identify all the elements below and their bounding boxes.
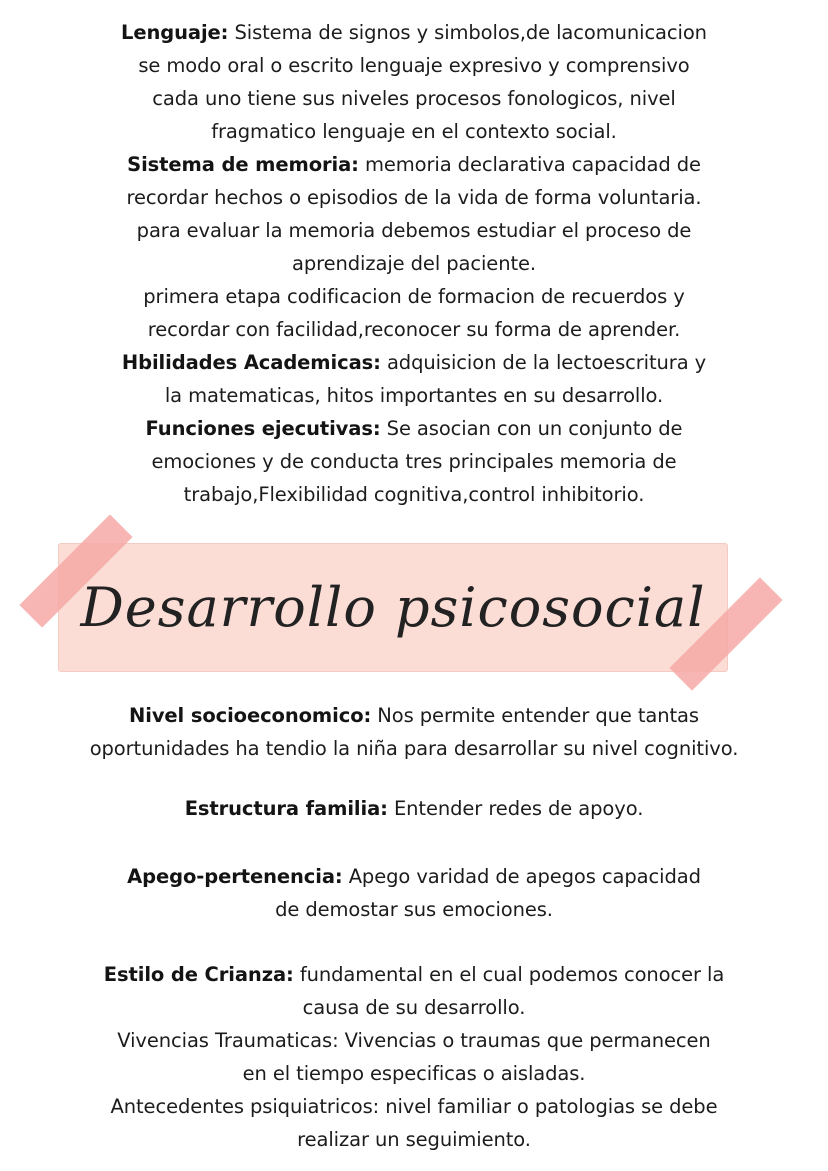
antecedentes-text: realizar un seguimiento.	[297, 1128, 531, 1151]
antecedentes-text: Antecedentes psiquiatricos: nivel familiar o patologias se debe	[110, 1095, 718, 1118]
memoria-text: memoria declarativa capacidad de	[358, 153, 701, 176]
memoria-text: aprendizaje del paciente.	[291, 252, 537, 275]
vivencias-text: en el tiempo especificas o aisladas.	[242, 1062, 586, 1085]
apego-text: de demostar sus emociones.	[275, 898, 553, 921]
section-banner	[58, 543, 728, 672]
apego-text: Apego varidad de apegos capacidad	[342, 865, 701, 888]
habilidades-label: Hbilidades Academicas:	[121, 351, 381, 374]
apego-label: Apego-pertenencia:	[127, 865, 343, 888]
lenguaje-text: Sistema de signos y simbolos,de lacomunicacion	[228, 21, 707, 44]
funciones-text: Se asocian con un conjunto de	[380, 417, 683, 440]
banner-title: Desarrollo psicosocial	[80, 576, 706, 639]
memoria-text: primera etapa codificacion de formacion de recuerdos y	[143, 285, 685, 308]
nivel-text: oportunidades ha tendio la niña para desarrollar su nivel cognitivo.	[89, 737, 739, 760]
lenguaje-text: se modo oral o escrito lenguaje expresivo y comprensivo	[138, 54, 690, 77]
funciones-paragraph	[0, 412, 828, 511]
memoria-text: recordar con facilidad,reconocer su forma de aprender.	[147, 318, 681, 341]
crianza-text: fundamental en el cual podemos conocer la	[293, 963, 725, 986]
nivel-paragraph	[0, 699, 828, 765]
apego-paragraph	[0, 860, 828, 926]
habilidades-text: la matematicas, hitos importantes en su desarrollo.	[164, 384, 664, 407]
nivel-text: Nos permite entender que tantas	[371, 704, 699, 727]
memoria-text: recordar hechos o episodios de la vida de forma voluntaria.	[126, 186, 702, 209]
crianza-paragraph	[0, 958, 828, 1156]
estructura-paragraph	[0, 792, 828, 825]
funciones-text: emociones y de conducta tres principales memoria de	[151, 450, 677, 473]
funciones-text: trabajo,Flexibilidad cognitiva,control inhibitorio.	[183, 483, 645, 506]
lenguaje-text: cada uno tiene sus niveles procesos fonologicos, nivel	[152, 87, 676, 110]
memoria-text: para evaluar la memoria debemos estudiar el proceso de	[136, 219, 692, 242]
memoria-paragraph	[0, 148, 828, 346]
habilidades-paragraph	[0, 346, 828, 412]
crianza-text: causa de su desarrollo.	[302, 996, 526, 1019]
nivel-label: Nivel socioeconomico:	[129, 704, 372, 727]
lenguaje-paragraph	[0, 16, 828, 148]
estructura-label: Estructura familia:	[184, 797, 388, 820]
funciones-label: Funciones ejecutivas:	[145, 417, 381, 440]
vivencias-text: Vivencias Traumaticas: Vivencias o traumas que permanecen	[117, 1029, 711, 1052]
lenguaje-label: Lenguaje:	[121, 21, 229, 44]
crianza-label: Estilo de Crianza:	[103, 963, 294, 986]
lenguaje-text: fragmatico lenguaje en el contexto social.	[211, 120, 617, 143]
estructura-text: Entender redes de apoyo.	[387, 797, 644, 820]
memoria-label: Sistema de memoria:	[127, 153, 359, 176]
habilidades-text: adquisicion de la lectoescritura y	[380, 351, 707, 374]
